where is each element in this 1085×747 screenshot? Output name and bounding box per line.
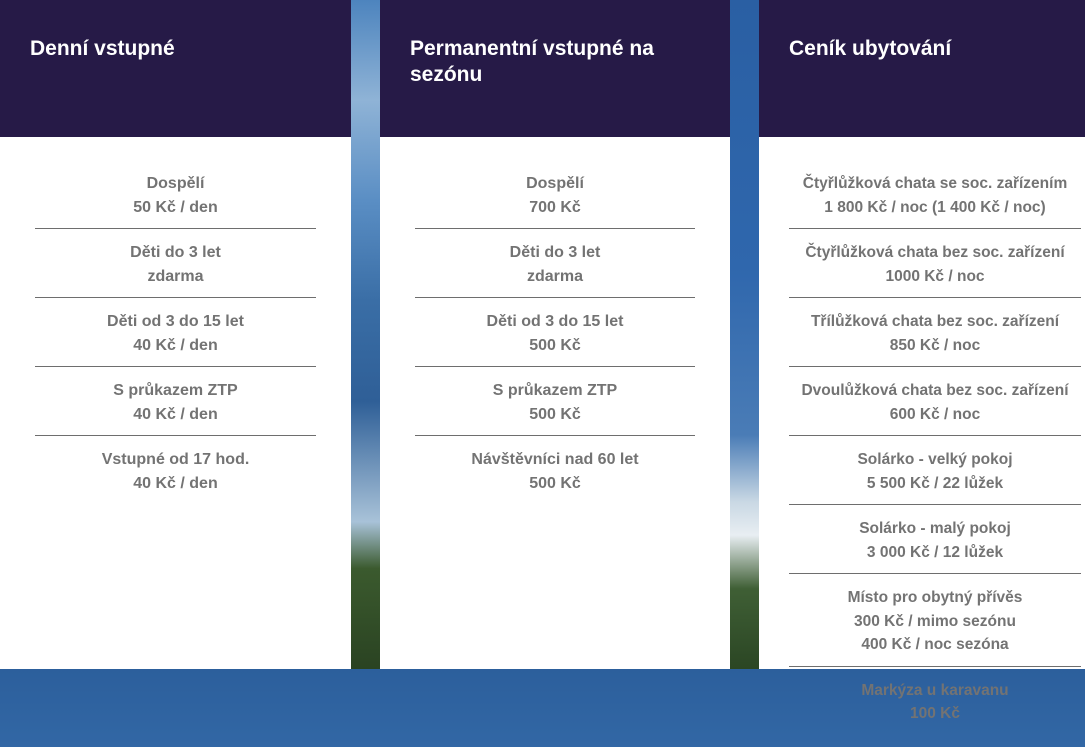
- item-price: 500 Kč: [529, 405, 581, 423]
- item-price: 700 Kč: [529, 198, 581, 216]
- card-title: Permanentní vstupné na sezónu: [410, 37, 654, 86]
- item-price: zdarma: [147, 267, 204, 285]
- list-item: [415, 310, 695, 367]
- price-list: [415, 172, 695, 516]
- card-header: [759, 0, 1085, 137]
- price-list: [789, 172, 1081, 747]
- item-label: Děti od 3 do 15 let: [486, 313, 624, 330]
- item-label: Solárko - malý pokoj: [859, 520, 1011, 537]
- list-item: [789, 241, 1081, 298]
- item-label: Vstupné od 17 hod.: [101, 451, 250, 468]
- item-label: Místo pro obytný přívěs: [847, 589, 1023, 606]
- item-label: Dospělí: [146, 175, 205, 192]
- item-price: zdarma: [526, 267, 584, 285]
- item-label: Děti do 3 let: [130, 244, 221, 261]
- item-price: 850 Kč / noc: [889, 336, 981, 354]
- list-item: [789, 379, 1081, 436]
- card-header: [380, 0, 730, 137]
- list-item: [415, 241, 695, 298]
- item-label: Dvoulůžková chata bez soc. zařízení: [801, 382, 1069, 399]
- background-photo-strip: [351, 0, 380, 669]
- item-price: 300 Kč / mimo sezónu: [854, 612, 1016, 630]
- item-label: Návštěvníci nad 60 let: [471, 451, 639, 468]
- item-price: 40 Kč / den: [133, 474, 218, 492]
- item-price: 500 Kč: [529, 474, 581, 492]
- daily-admission-card: [0, 0, 351, 669]
- item-label: Děti od 3 do 15 let: [107, 313, 244, 330]
- item-price-season: 400 Kč / noc sezóna: [861, 636, 1009, 653]
- item-price: 50 Kč / den: [133, 198, 218, 216]
- item-price: 1000 Kč / noc: [885, 267, 985, 285]
- list-item: [35, 448, 316, 504]
- item-label: Třílůžková chata bez soc. zařízení: [810, 313, 1060, 330]
- item-price: 40 Kč / den: [133, 405, 218, 423]
- item-label: Markýza u karavanu: [861, 681, 1009, 699]
- list-item: [789, 586, 1081, 667]
- item-price: 600 Kč / noc: [889, 405, 981, 423]
- list-item: [415, 379, 695, 436]
- item-price: 1 800 Kč / noc (1 400 Kč / noc): [824, 198, 1046, 216]
- item-price: 40 Kč / den: [133, 336, 218, 354]
- list-item: [789, 679, 1081, 735]
- item-price: 500 Kč: [529, 336, 581, 354]
- list-item: [35, 241, 316, 298]
- item-label: S průkazem ZTP: [113, 382, 238, 399]
- accommodation-pricing-card: [759, 0, 1085, 722]
- card-header: [0, 0, 351, 137]
- item-label: S průkazem ZTP: [492, 382, 618, 399]
- item-label: Děti do 3 let: [509, 244, 601, 261]
- card-title: Ceník ubytování: [789, 37, 952, 60]
- season-pass-card: [380, 0, 730, 669]
- item-price: 5 500 Kč / 22 lůžek: [866, 474, 1004, 492]
- item-label: Solárko - velký pokoj: [857, 451, 1013, 468]
- card-title: Denní vstupné: [30, 37, 175, 60]
- list-item: [789, 448, 1081, 505]
- item-price: 100 Kč: [910, 705, 960, 722]
- list-item: [35, 310, 316, 367]
- item-label: Čtyřlůžková chata se soc. zařízením: [802, 175, 1068, 192]
- list-item: [415, 448, 695, 504]
- list-item: [415, 172, 695, 229]
- list-item: [789, 517, 1081, 574]
- list-item: [789, 172, 1081, 229]
- list-item: [35, 172, 316, 229]
- background-photo-strip: [730, 0, 759, 669]
- price-list: [35, 172, 316, 516]
- list-item: [789, 310, 1081, 367]
- item-price: 3 000 Kč / 12 lůžek: [866, 543, 1004, 561]
- item-label: Dospělí: [526, 175, 584, 192]
- item-label: Čtyřlůžková chata bez soc. zařízení: [805, 244, 1065, 261]
- list-item: [35, 379, 316, 436]
